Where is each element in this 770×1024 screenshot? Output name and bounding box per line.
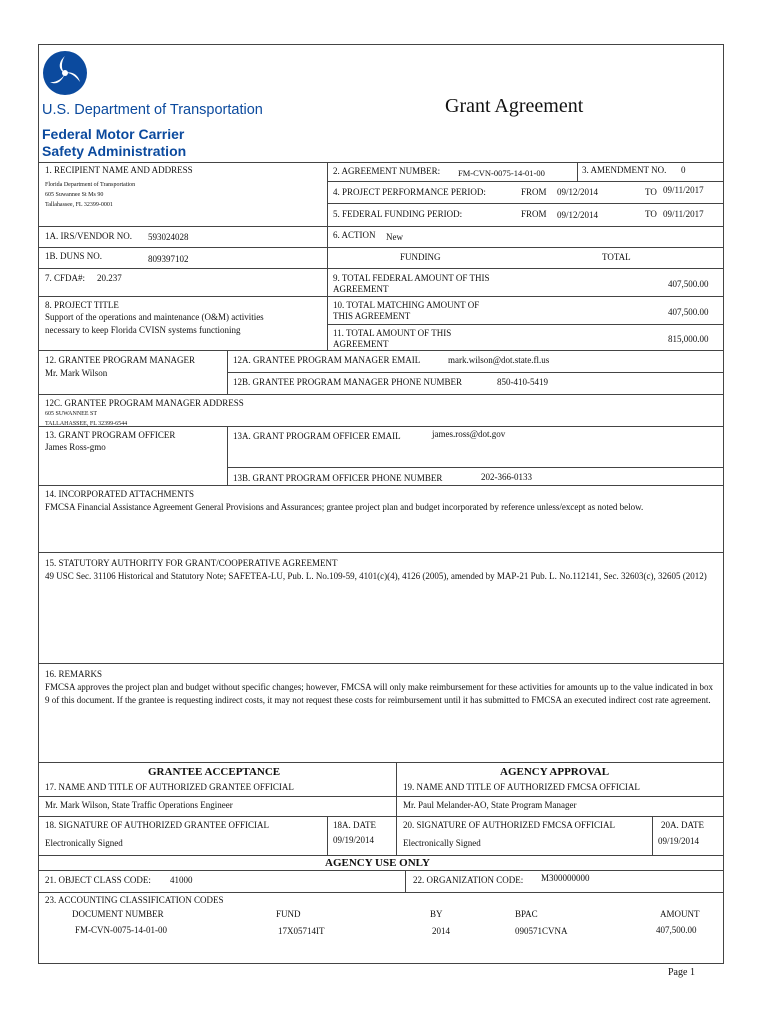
rule xyxy=(38,226,723,227)
rule xyxy=(327,181,723,182)
recipient-address-line2: Tallahassee, FL 32399-0001 xyxy=(45,202,113,208)
duns-label: 1B. DUNS NO. xyxy=(45,251,103,261)
rule xyxy=(38,247,723,248)
performance-period-label: 4. PROJECT PERFORMANCE PERIOD: xyxy=(333,187,486,197)
grant-officer-label: 13. GRANT PROGRAM OFFICER xyxy=(45,430,176,440)
funding-period-label: 5. FEDERAL FUNDING PERIOD: xyxy=(333,209,463,219)
project-title-line1: Support of the operations and maintenance (O&M) activities xyxy=(45,312,264,322)
rule xyxy=(38,426,723,427)
grantee-manager-label: 12. GRANTEE PROGRAM MANAGER xyxy=(45,355,196,365)
col-document-number: DOCUMENT NUMBER xyxy=(72,909,164,919)
fmcsa-official-value: Mr. Paul Melander-AO, State Program Manager xyxy=(403,800,577,810)
grantee-official-label: 17. NAME AND TITLE OF AUTHORIZED GRANTEE OFFICIAL xyxy=(45,782,294,792)
total-federal-label: 9. TOTAL FEDERAL AMOUNT OF THIS xyxy=(333,273,490,283)
officer-phone-value: 202-366-0133 xyxy=(481,472,532,482)
performance-from-date: 09/12/2014 xyxy=(557,187,599,197)
fmcsa-date-label: 20A. DATE xyxy=(661,820,704,830)
funding-header: FUNDING xyxy=(400,252,441,262)
grantee-phone-value: 850-410-5419 xyxy=(497,377,548,387)
rule xyxy=(227,467,723,468)
rule xyxy=(38,663,723,664)
fmcsa-signature-label: 20. SIGNATURE OF AUTHORIZED FMCSA OFFICIAL xyxy=(403,820,616,830)
rule xyxy=(652,816,653,855)
total-matching-value: 407,500.00 xyxy=(668,307,709,317)
officer-phone-label: 13B. GRANT PROGRAM OFFICER PHONE NUMBER xyxy=(233,473,443,483)
org-name: U.S. Department of Transportation xyxy=(42,102,263,118)
grantee-signature-value: Electronically Signed xyxy=(45,838,123,848)
grant-officer-value: James Ross-gmo xyxy=(45,442,106,452)
cfda-value: 20.237 xyxy=(97,273,122,283)
col-by: BY xyxy=(430,909,443,919)
total-matching-label: 10. TOTAL MATCHING AMOUNT OF xyxy=(333,300,480,310)
amendment-value: 0 xyxy=(681,165,686,175)
performance-to-date: 09/11/2017 xyxy=(663,185,704,195)
duns-value: 809397102 xyxy=(148,254,189,264)
funding-from-label: FROM xyxy=(521,209,547,219)
attachments-label: 14. INCORPORATED ATTACHMENTS xyxy=(45,489,195,499)
rule xyxy=(38,162,723,163)
col-bpac: BPAC xyxy=(515,909,538,919)
rule xyxy=(38,268,723,269)
attachments-text: FMCSA Financial Assistance Agreement General Provisions and Assurances; grantee project plan and budget incorporated by reference unless/except as noted below. xyxy=(45,502,644,512)
fmcsa-official-label: 19. NAME AND TITLE OF AUTHORIZED FMCSA OFFICIAL xyxy=(403,782,640,792)
action-label: 6. ACTION xyxy=(333,230,376,240)
project-title-label: 8. PROJECT TITLE xyxy=(45,300,119,310)
project-title-line2: necessary to keep Florida CVISN systems functioning xyxy=(45,325,241,335)
rule xyxy=(577,162,578,181)
rule xyxy=(38,552,723,553)
org-subname-line1: Federal Motor Carrier xyxy=(42,126,185,142)
grantee-address-line2: TALLAHASSEE, FL 32399-6544 xyxy=(45,421,128,427)
cell-document-number: FM-CVN-0075-14-01-00 xyxy=(75,925,167,935)
rule xyxy=(405,870,406,892)
rule xyxy=(38,485,723,486)
total-federal-label-2: AGREEMENT xyxy=(333,284,389,294)
rule xyxy=(227,350,228,394)
document-title: Grant Agreement xyxy=(445,95,584,117)
agency-approval-heading: AGENCY APPROVAL xyxy=(500,766,610,778)
performance-to-label: TO xyxy=(645,187,657,197)
action-value: New xyxy=(386,232,403,242)
total-amount-label: 11. TOTAL AMOUNT OF THIS xyxy=(333,328,452,338)
amendment-label: 3. AMENDMENT NO. xyxy=(582,165,667,175)
total-matching-label-2: THIS AGREEMENT xyxy=(333,311,411,321)
grantee-address-line1: 605 SUWANNEE ST xyxy=(45,411,97,417)
rule xyxy=(38,762,723,763)
remarks-label: 16. REMARKS xyxy=(45,669,103,679)
cfda-label: 7. CFDA#: xyxy=(45,273,86,283)
grantee-official-value: Mr. Mark Wilson, State Traffic Operations Engineer xyxy=(45,800,233,810)
agreement-number-label: 2. AGREEMENT NUMBER: xyxy=(333,166,441,176)
dot-logo-icon xyxy=(42,50,88,96)
rule xyxy=(38,870,723,871)
rule xyxy=(38,892,723,893)
object-class-label: 21. OBJECT CLASS CODE: xyxy=(45,875,151,885)
rule xyxy=(38,796,723,797)
rule xyxy=(327,324,723,325)
grantee-address-label: 12C. GRANTEE PROGRAM MANAGER ADDRESS xyxy=(45,398,244,408)
grantee-signature-label: 18. SIGNATURE OF AUTHORIZED GRANTEE OFFICIAL xyxy=(45,820,269,830)
grantee-phone-label: 12B. GRANTEE PROGRAM MANAGER PHONE NUMBER xyxy=(233,377,463,387)
rule xyxy=(327,203,723,204)
remarks-text: FMCSA approves the project plan and budget without specific changes; however, FMCSA will only make reimbursement for these activities for amounts up to the value indicated in box 9 of this document. If the grantee is requesting indirect costs, it may not request these costs for reimbursement until it has submitted to FMCSA an executed indirect cost rate agreement. xyxy=(45,682,714,705)
total-federal-value: 407,500.00 xyxy=(668,279,709,289)
grantee-date-value: 09/19/2014 xyxy=(333,835,375,845)
rule xyxy=(38,394,723,395)
cell-bpac: 090571CVNA xyxy=(515,926,568,936)
cell-fund: 17X05714IT xyxy=(278,926,325,936)
rule xyxy=(38,816,723,817)
rule xyxy=(227,426,228,485)
page-number: Page 1 xyxy=(668,967,695,978)
funding-to-date: 09/11/2017 xyxy=(663,209,704,219)
object-class-value: 41000 xyxy=(170,875,193,885)
cell-amount: 407,500.00 xyxy=(656,925,697,935)
total-amount-label-2: AGREEMENT xyxy=(333,339,389,349)
irs-value: 593024028 xyxy=(148,232,189,242)
officer-email-value: james.ross@dot.gov xyxy=(432,429,506,439)
accounting-codes-label: 23. ACCOUNTING CLASSIFICATION CODES xyxy=(45,895,224,905)
col-fund: FUND xyxy=(276,909,301,919)
col-amount: AMOUNT xyxy=(660,909,700,919)
recipient-address-line1: 605 Suwannee St Ms 90 xyxy=(45,192,104,198)
grantee-date-label: 18A. DATE xyxy=(333,820,376,830)
grantee-email-label: 12A. GRANTEE PROGRAM MANAGER EMAIL xyxy=(233,355,421,365)
funding-from-date: 09/12/2014 xyxy=(557,210,599,220)
organization-code-label: 22. ORGANIZATION CODE: xyxy=(413,875,524,885)
total-amount-value: 815,000.00 xyxy=(668,334,709,344)
fmcsa-date-value: 09/19/2014 xyxy=(658,836,700,846)
rule xyxy=(38,855,723,856)
grantee-manager-value: Mr. Mark Wilson xyxy=(45,368,108,378)
agreement-number-value: FM-CVN-0075-14-01-00 xyxy=(458,168,545,178)
performance-from-label: FROM xyxy=(521,187,547,197)
grantee-acceptance-heading: GRANTEE ACCEPTANCE xyxy=(148,766,281,778)
grantee-email-value: mark.wilson@dot.state.fl.us xyxy=(448,355,550,365)
authority-text: 49 USC Sec. 31106 Historical and Statutory Note; SAFETEA-LU, Pub. L. No.109-59, 4101(c)(4), 4126 (2005), amended by MAP-21 Pub. L. No.112141, Sec. 32603(c), 32605 (2012) xyxy=(45,571,707,581)
recipient-label: 1. RECIPIENT NAME AND ADDRESS xyxy=(45,165,193,175)
org-subname-line2: Safety Administration xyxy=(42,143,187,159)
rule xyxy=(227,372,723,373)
authority-label: 15. STATUTORY AUTHORITY FOR GRANT/COOPERATIVE AGREEMENT xyxy=(45,558,338,568)
agency-use-heading: AGENCY USE ONLY xyxy=(325,857,430,869)
rule xyxy=(396,762,397,855)
funding-to-label: TO xyxy=(645,209,657,219)
rule xyxy=(38,296,723,297)
rule xyxy=(327,816,328,855)
rule xyxy=(327,162,328,350)
cell-by: 2014 xyxy=(432,926,450,936)
organization-code-value: M300000000 xyxy=(541,873,590,883)
irs-label: 1A. IRS/VENDOR NO. xyxy=(45,231,133,241)
fmcsa-signature-value: Electronically Signed xyxy=(403,838,481,848)
officer-email-label: 13A. GRANT PROGRAM OFFICER EMAIL xyxy=(233,431,401,441)
rule xyxy=(38,350,723,351)
recipient-name: Florida Department of Transportation xyxy=(45,182,136,188)
total-header: TOTAL xyxy=(602,252,631,262)
